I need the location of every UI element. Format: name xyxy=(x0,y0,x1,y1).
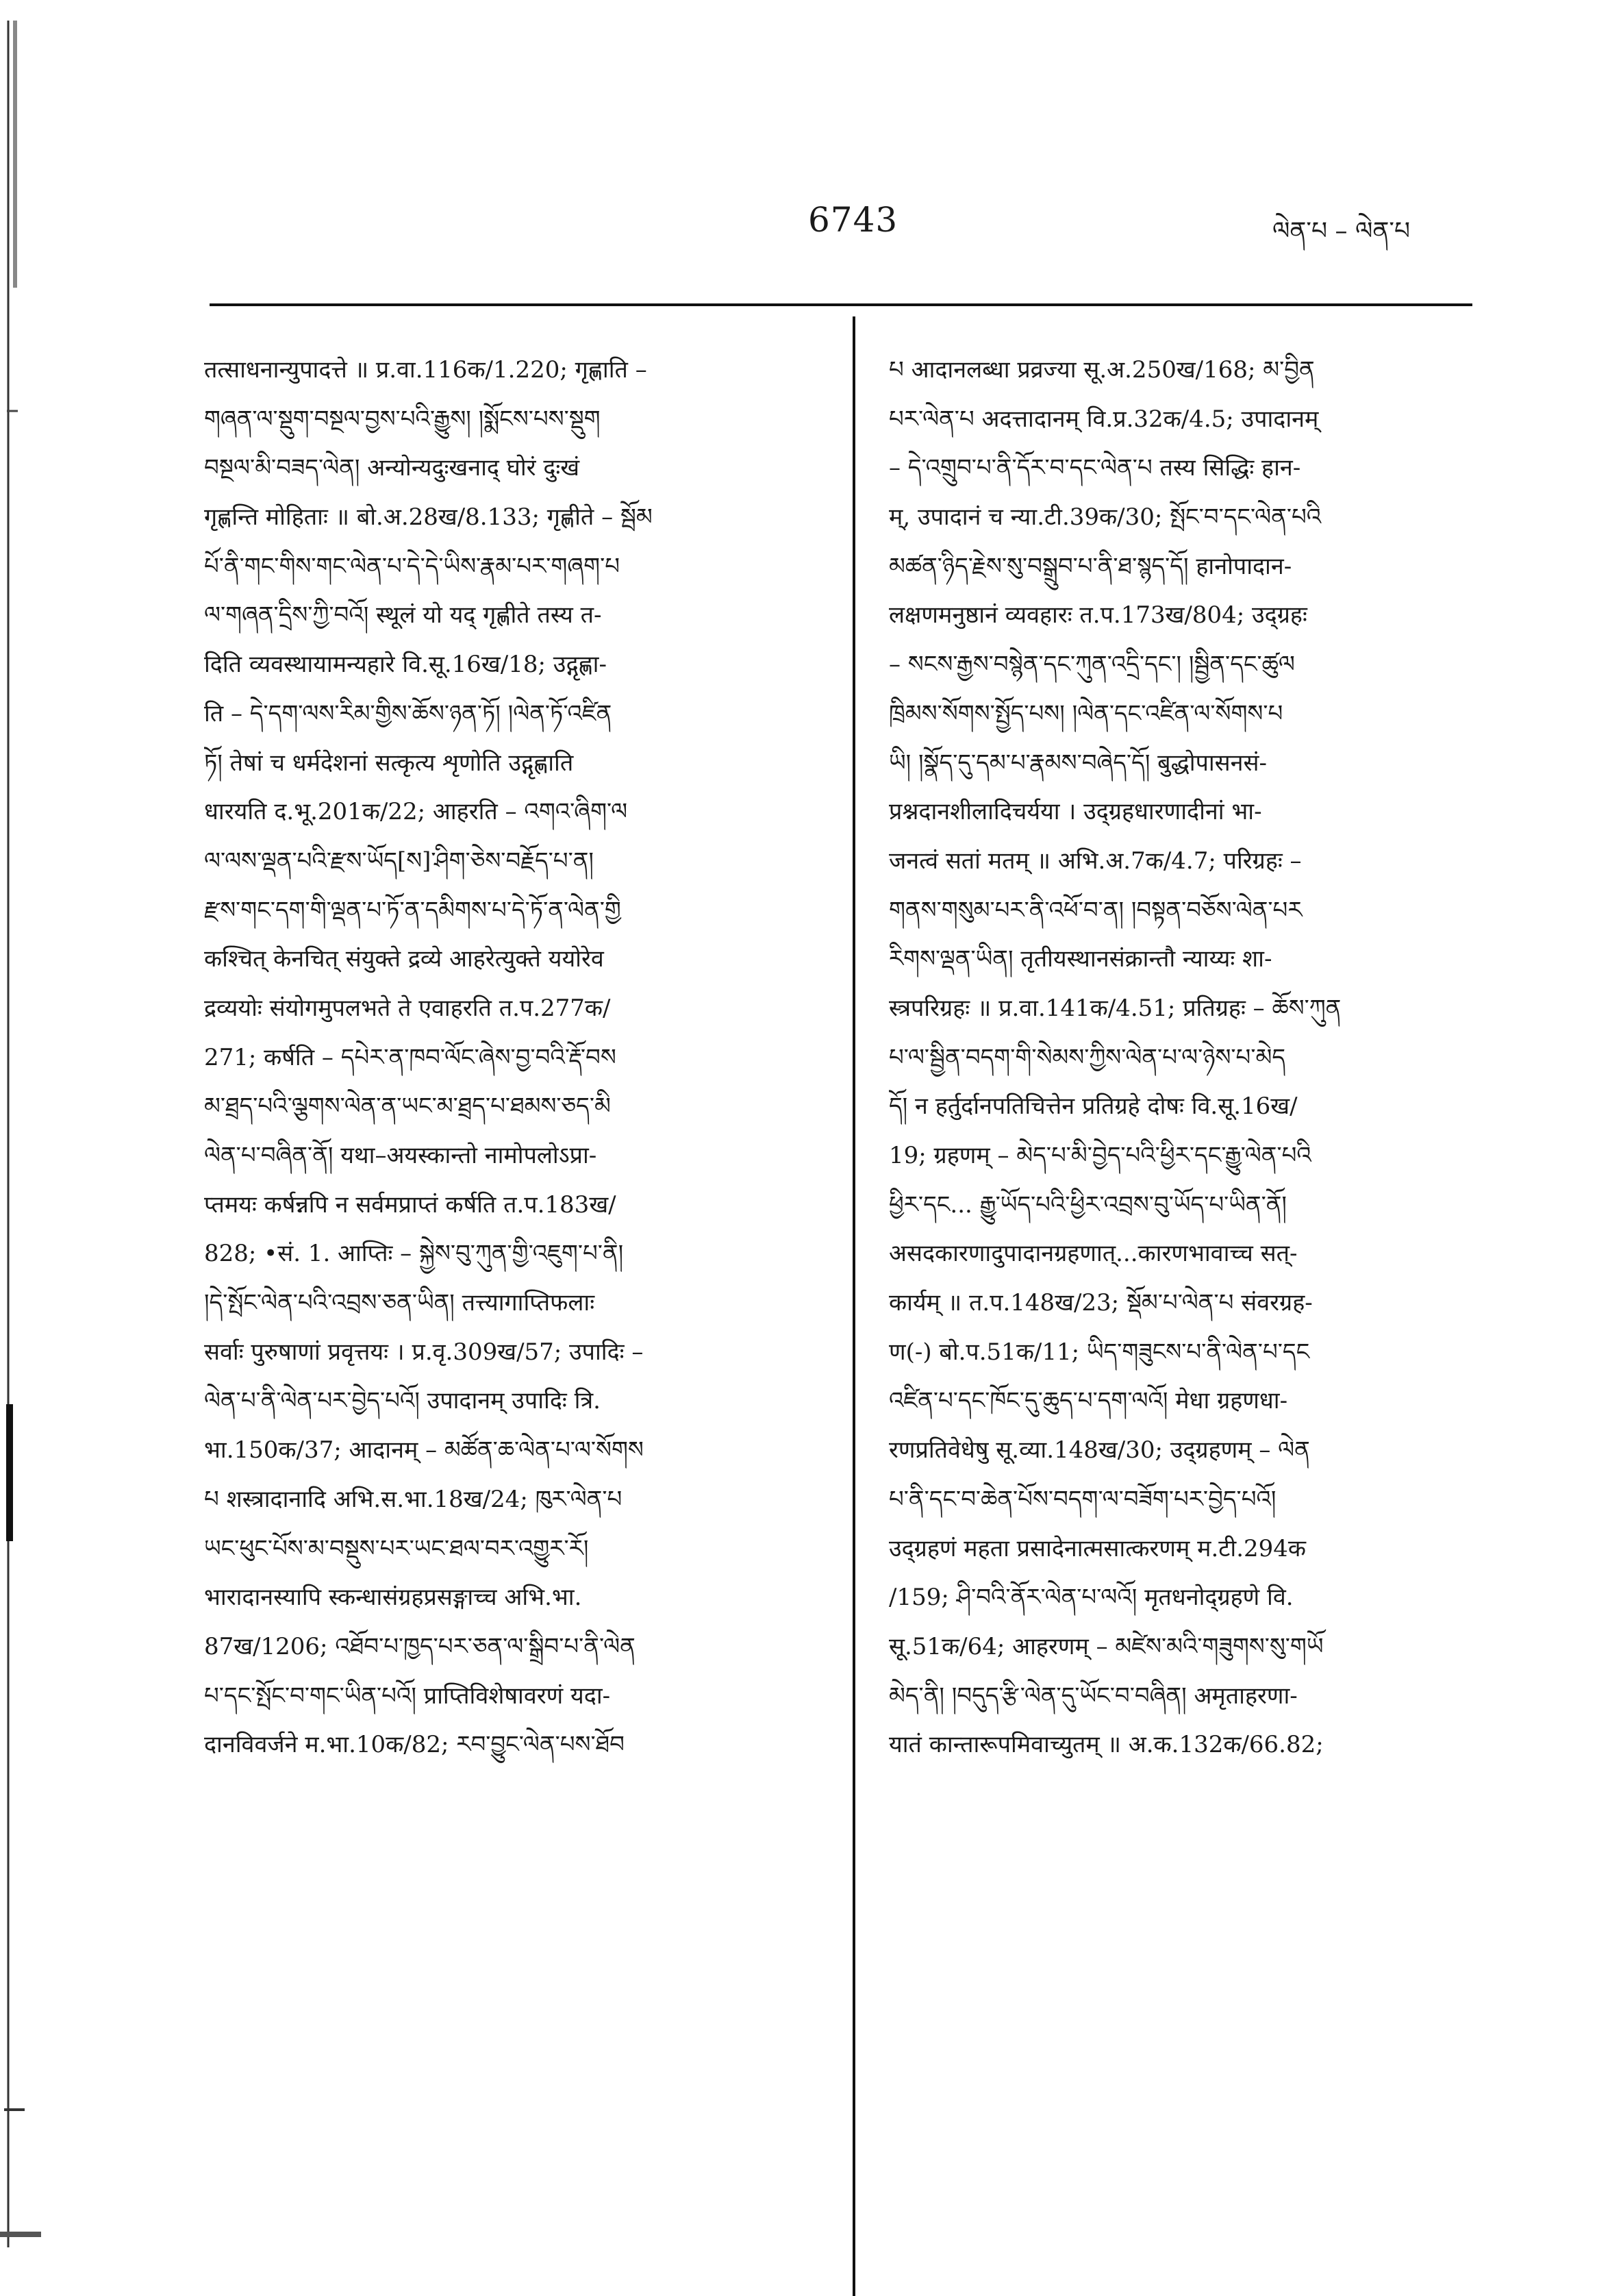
text-line: दानविवर्जने म.भा.10क/82; རབ་བྱུང་ལེན་པས་ཐོབ xyxy=(204,1731,625,1759)
text-line: པ आदानलब्धा प्रव्रज्या सू.अ.250ख/168; མ་བྱིན xyxy=(889,356,1315,384)
text-line: ལ་ལས་ལྡན་པའི་རྫས་ཡོད[ས]་ཤིག་ཅེས་བརྗོད་པ་ན། xyxy=(204,847,594,875)
text-line: ལེན་པ་ནི་ལེན་པར་བྱེད་པའོ། उपादानम् उपादिः त्रि. xyxy=(204,1387,601,1415)
right-column xyxy=(889,346,1513,1770)
text-line: 828; •सं. 1. आप्तिः – སྐྱེས་བུ་ཀུན་གྱི་འཇུག་པ་ནི། xyxy=(204,1240,624,1268)
text-line: स्त्रपरिग्रहः ॥ प्र.वा.141क/4.51; प्रतिग्रहः – ཆོས་ཀུན xyxy=(889,994,1342,1022)
text-line: ཁྲིམས་སོགས་སྤྱོད་པས། །ལེན་དང་འཛིན་ལ་སོགས་པ xyxy=(889,699,1283,727)
text-line: ण(-) बो.प.51क/11; ཡིད་གཟུངས་པ་ནི་ལེན་པ་དང xyxy=(889,1338,1310,1366)
text-line: པ་ནི་དང་བ་ཆེན་པོས་བདག་ལ་བཟོག་པར་བྱེད་པའོ། xyxy=(889,1485,1277,1513)
text-line: རིགས་ལྡན་ཡིན། तृतीयस्थानसंक्रान्तौ न्याय्यः शा- xyxy=(889,945,1272,973)
text-line: कश्चित् केनचित् संयुक्ते द्रव्ये आहरेत्युक्ते ययोरेव xyxy=(204,945,604,973)
text-line: उद्ग्रहणं महता प्रसादेनात्मसात्करणम् म.टी.294क xyxy=(889,1534,1307,1562)
text-line: कार्यम् ॥ त.प.148ख/23; སྡོམ་པ་ལེན་པ संवरग्रह- xyxy=(889,1289,1313,1317)
text-line: པ་དང་སྤོང་བ་གང་ཡིན་པའོ། प्राप्तिविशेषावरणं यदा- xyxy=(204,1682,611,1710)
text-line: 87ख/1206; འཐོབ་པ་ཁྱད་པར་ཅན་ལ་སྒྲིབ་པ་ནི་ལེན xyxy=(204,1632,636,1660)
text-line: रणप्रतिवेधेषु सू.व्या.148ख/30; उद्ग्रहणम् – ལེན xyxy=(889,1436,1310,1464)
text-line: यातं कान्तारूपमिवाच्युतम् ॥ अ.क.132क/66.82; xyxy=(889,1731,1324,1759)
text-line: །དེ་སྤོང་ལེན་པའི་འབྲས་ཅན་ཡིན། तत्त्यागाप्तिफलाः xyxy=(204,1289,595,1317)
text-line: सर्वाः पुरुषाणां प्रवृत्तयः । प्र.वृ.309ख/57; उपादिः – xyxy=(204,1338,644,1366)
text-line: दिति व्यवस्थायामन्यहारे वि.सू.16ख/18; उद्गृह्णा- xyxy=(204,651,607,679)
text-line: द्रव्ययोः संयोगमुपलभते ते एवाहरति त.प.277क/ xyxy=(204,994,611,1022)
text-line: जनत्वं सतां मतम् ॥ अभि.अ.7क/4.7; परिग्रहः – xyxy=(889,847,1302,875)
text-line: – དེ་འགྲུབ་པ་ནི་དོར་བ་དང་ལེན་པ तस्य सिद्धिः हान- xyxy=(889,454,1301,482)
page-number: 6743 xyxy=(808,200,898,240)
text-line: པར་ལེན་པ अदत्तादानम् वि.प्र.32क/4.5; उपादानम् xyxy=(889,405,1319,433)
text-line: /159; ཤི་བའི་ནོར་ལེན་པ་ལའོ། मृतधनोद्ग्रहणे वि. xyxy=(889,1584,1294,1612)
text-line: लक्षणमनुष्ठानं व्यवहारः त.प.173ख/804; उद्ग्रहः xyxy=(889,601,1307,629)
text-line: गृह्णन्ति मोहिताः ॥ बो.अ.28ख/8.133; गृह्णीते – སྦོམ xyxy=(204,503,653,532)
text-line: – སངས་རྒྱས་བསྙེན་དང་ཀུན་འདྲི་དང་། །སྦྱིན་དང་ཚུལ xyxy=(889,651,1295,679)
text-line: भा.150क/37; आदानम् – མཚོན་ཆ་ལེན་པ་ལ་སོགས xyxy=(204,1436,644,1464)
text-line: མ་ཐྲད་པའི་ལྕགས་ལེན་ན་ཡང་མ་ཐྲད་པ་ཐམས་ཅད་མི xyxy=(204,1093,611,1121)
text-line: གཞན་ལ་སྡུག་བསྔལ་བྱས་པའི་རྒྱུས། །སྨོངས་པས་སྡུག xyxy=(204,405,601,433)
text-line: བསྔལ་མི་བཟད་ལེན། अन्योन्यदुःखनाद् घोरं दुःखं xyxy=(204,454,580,482)
text-line: ཏོ། तेषां च धर्मदेशनां सत्कृत्य शृणोति उद्गृह्णाति xyxy=(204,749,574,777)
text-line: དོ། न हर्तुर्दानपतिचित्तेन प्रतिग्रहे दोषः वि.सू.16ख/ xyxy=(889,1093,1298,1121)
text-line: པ་ལ་སྦྱིན་བདག་གི་སེམས་ཀྱིས་ལེན་པ་ལ་ཉེས་པ་མེད xyxy=(889,1043,1286,1071)
text-line: भारादानस्यापि स्कन्धासंग्रहप्रसङ्गाच्च अभि.भा. xyxy=(204,1584,582,1612)
text-line: མཚན་ཉིད་རྗེས་སུ་བསྒྲུབ་པ་ནི་ཐ་སྙད་དོ། हानोपादान- xyxy=(889,552,1292,580)
left-column xyxy=(204,346,829,1770)
text-line: ཕྱིར་དང... རྒྱུ་ཡོད་པའི་ཕྱིར་འབྲས་བུ་ཡོད་པ་ཡིན་ནོ། xyxy=(889,1190,1287,1219)
scanned-page-edge xyxy=(0,0,41,2247)
text-line: 19; ग्रहणम् – མེད་པ་མི་བྱེད་པའི་ཕྱིར་དང་རྒྱུ་ལེན་པའི xyxy=(889,1142,1311,1169)
running-head: ལེན་པ – ལེན་པ xyxy=(1272,217,1411,245)
text-line: ལེན་པ་བཞིན་ནོ། यथा–अयस्कान्तो नामोपलोऽप्रा- xyxy=(204,1142,597,1169)
text-line: ལ་གཞན་དྲིས་ཀྱི་བའོ། स्थूलं यो यद् गृह्णीते तस्य त- xyxy=(204,601,602,629)
text-line: 271; कर्षति – དཔེར་ན་ཁབ་ལོང་ཞེས་བྱ་བའི་རྡོ་བས xyxy=(204,1043,616,1071)
text-line: धारयति द.भू.201क/22; आहरति – འགའ་ཞིག་ལ xyxy=(204,798,628,826)
text-line: པ शस्त्रादानादि अभि.स.भा.18ख/24; ཁུར་ལེན་པ xyxy=(204,1485,623,1513)
text-line: म्, उपादानं च न्या.टी.39क/30; སྤོང་བ་དང་ལེན་པའི xyxy=(889,503,1322,532)
text-line: པོ་ནི་གང་གིས་གང་ལེན་པ་དེ་དེ་ཡིས་རྣམ་པར་གཞག་པ xyxy=(204,552,620,580)
header-rule xyxy=(210,303,1472,306)
text-line: ཡི། །སྣོད་དུ་དམ་པ་རྣམས་བཞེད་དོ། बुद्धोपासनसं- xyxy=(889,749,1268,777)
text-line: ति – དེ་དག་ལས་རིམ་གྱིས་ཆོས་ཉན་ཏོ། །ལེན་ཏོ་འཛིན xyxy=(204,699,612,727)
text-line: असदकारणादुपादानग्रहणात्...कारणभावाच्च सत्- xyxy=(889,1240,1298,1268)
text-line: तत्साधनान्युपादत्ते ॥ प्र.वा.116क/1.220; गृह्णाति – xyxy=(204,356,647,384)
text-line: सू.51क/64; आहरणम् – མཛེས་མའི་གཟུགས་སུ་གཡོ xyxy=(889,1632,1324,1660)
text-line: ཡང་ཕུང་པོས་མ་བསྡུས་པར་ཡང་ཐལ་བར་འགྱུར་རོ། xyxy=(204,1534,589,1562)
text-line: प्तमयः कर्षन्नपि न सर्वमप्राप्तं कर्षति त.प.183ख/ xyxy=(204,1190,616,1219)
text-line: གནས་གསུམ་པར་ནི་འཕོ་བ་ན། །བསྟན་བཅོས་ལེན་པར xyxy=(889,896,1303,924)
column-divider xyxy=(853,316,855,2296)
text-line: प्रश्नदानशीलादिचर्यया । उद्ग्रहधारणादीनां भा- xyxy=(889,798,1262,826)
text-line: འཛིན་པ་དང་ཁོང་དུ་ཆུད་པ་དག་ལའོ། मेधा ग्रहणधा- xyxy=(889,1387,1288,1415)
text-line: རྫས་གང་དག་གི་ལྡན་པ་ཏོ་ན་དམིགས་པ་དེ་ཏོ་ན་ལེན་གྱི xyxy=(204,896,621,924)
text-line: མེད་ནི། །བདུད་རྩི་ལེན་དུ་ཡོང་བ་བཞིན། अमृताहरणा- xyxy=(889,1682,1298,1710)
